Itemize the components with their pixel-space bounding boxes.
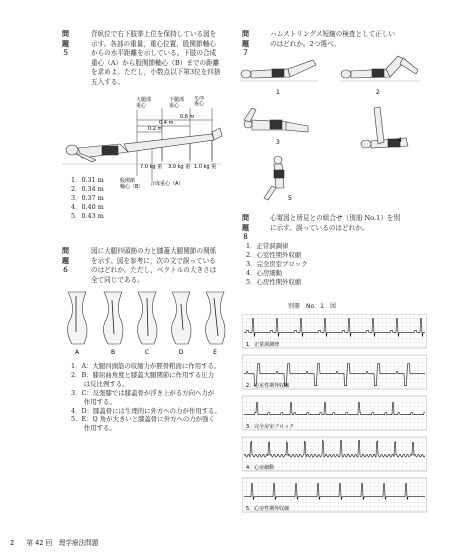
fig-dist-04: 0.4 m	[159, 120, 174, 126]
test-label-1: 1	[276, 89, 280, 96]
ecg-figure	[242, 303, 427, 520]
question-6-text: 図に大腿四頭筋の力と膝蓋大腿関節の関係 を示す。図を参考に，次の文で誤っている のはどれか。ただし，ベクトルの大きさは 全て同じである。	[91, 247, 217, 284]
fig-label-leg: 下腿部	[169, 97, 185, 103]
knee-diagram-a	[67, 292, 87, 344]
q8-option-4[interactable]: 4．心房細動	[246, 268, 283, 277]
question-8-text: 心電図と所見との組合せ（別冊 No.1）を別 に示す。誤っているのはどれか。	[270, 214, 401, 232]
knee-diagram-d	[171, 292, 191, 344]
ecg-caption-3: 3．完全房室ブロック	[246, 424, 295, 430]
test-figure-5	[264, 156, 284, 200]
test-figure-1	[241, 60, 316, 78]
svg-text:重心: 重心	[136, 103, 147, 109]
q5-option-1[interactable]: 1．0.31 m	[71, 176, 104, 184]
ecg-title: 別冊 No．1 図	[288, 303, 336, 310]
fig-combined-cog: 合成重心（A）	[150, 181, 184, 187]
page-footer	[10, 537, 98, 547]
ecg-caption-5: 5．心房性期外収縮	[246, 506, 290, 512]
fig-label-d: D	[178, 349, 184, 356]
q6-option-4[interactable]: 4．D：膝蓋骨には生理的に外方への力が作用する。	[71, 406, 221, 415]
question-8-label: 問題８	[242, 214, 249, 242]
question-7-text: ハムストリングス短縮の検査として正しい のはどれか。2つ選べ。	[270, 30, 396, 48]
q6-option-3[interactable]: 3．C：反張膝では膝蓋骨が浮き上がる方向へ力が	[71, 388, 215, 397]
q8-option-3[interactable]: 3．完全房室ブロック	[246, 259, 308, 268]
q5-option-3[interactable]: 3．0.37 m	[71, 193, 104, 202]
fig-label-c: C	[144, 349, 150, 356]
test-label-2: 2	[376, 89, 380, 96]
test-label-5: 5	[288, 195, 292, 202]
test-figure-2	[341, 56, 418, 78]
fig-weight-1: 1.0 kg 重	[194, 164, 217, 170]
test-label-3: 3	[276, 139, 280, 146]
q5-option-2[interactable]: 2．0.34 m	[71, 184, 104, 193]
question-7-label: 問題７	[242, 30, 249, 58]
ecg-caption-1: 1．正常洞調律	[246, 342, 280, 348]
test-label-4: 4	[398, 137, 402, 144]
question-6-figure	[62, 290, 232, 356]
fig-weight-3: 3.0 kg 重	[168, 164, 191, 170]
fig-hip-axis: 股関節	[120, 178, 136, 184]
fig-label-a: A	[74, 349, 80, 356]
svg-text:重心: 重心	[169, 103, 180, 109]
question-7-figures	[238, 52, 428, 202]
q8-option-2[interactable]: 2．心室性期外収縮	[246, 250, 302, 259]
test-figure-3	[244, 108, 308, 132]
fig-label-thigh: 大腿部	[136, 97, 152, 103]
q6-option-1[interactable]: 1．A：大腿四頭筋の収縮力が脛骨粗面に作用する。	[71, 362, 221, 370]
svg-text:軸心（B）: 軸心（B）	[120, 184, 144, 190]
question-6-options: 1．A：大腿四頭筋の収縮力が脛骨粗面に作用する。 2．B：膝屈曲角度と膝蓋大腿関節に作用する圧力 は反比例する。 3．C：反張膝では膝蓋骨が浮き上がる方向へ力が 作用する。 4．D：膝蓋骨には生理的に外方への力が作用する。 5．E：Q 角が大きいと膝蓋骨に外方への力が強く 作用する。	[71, 362, 221, 433]
knee-diagram-e	[205, 292, 225, 344]
question-5-options	[71, 176, 104, 221]
q5-option-5[interactable]: 5．0.43 m	[71, 211, 104, 220]
question-6-label: 問題６	[62, 247, 69, 275]
ecg-caption-2: 2．心室性期外収縮	[246, 383, 290, 389]
q8-option-1[interactable]: 1．正常洞調律	[246, 242, 289, 250]
q5-option-4[interactable]: 4．0.40 m	[71, 202, 104, 211]
fig-label-foot: 足部	[194, 96, 205, 101]
question-8-options	[246, 242, 307, 287]
q8-option-5[interactable]: 5．心房性期外収縮	[246, 277, 302, 286]
fig-label-e: E	[213, 349, 217, 356]
ecg-caption-4: 4．心房細動	[246, 465, 275, 471]
svg-text:重心: 重心	[194, 101, 205, 107]
q6-option-5[interactable]: 5．E：Q 角が大きいと膝蓋骨に外方への力が強く	[71, 415, 215, 424]
question-5-text: 背臥位で右下肢挙上位を保持している図を 示す。各部の重量，重心位置，股関節軸心 からの水平距離を示している。下肢の合成 重心（A）から股関節軸心（B）までの距離 を求めよ。ただし，小数点以下第3位を四捨 五入する。	[91, 30, 221, 86]
fig-dist-02: 0.2 m	[148, 126, 163, 132]
fig-weight-7: 7.0 kg 重	[140, 164, 163, 170]
q6-option-2[interactable]: 2．B：膝屈曲角度と膝蓋大腿関節に作用する圧力	[71, 370, 214, 379]
question-5-label: 問題５	[62, 30, 69, 58]
exam-title: 第 42 回 理学療法問題	[26, 539, 99, 547]
supine-body-figure	[66, 128, 222, 162]
fig-dist-06: 0.6 m	[180, 114, 195, 120]
fig-label-b: B	[110, 349, 116, 356]
page-number: 2	[10, 539, 15, 547]
